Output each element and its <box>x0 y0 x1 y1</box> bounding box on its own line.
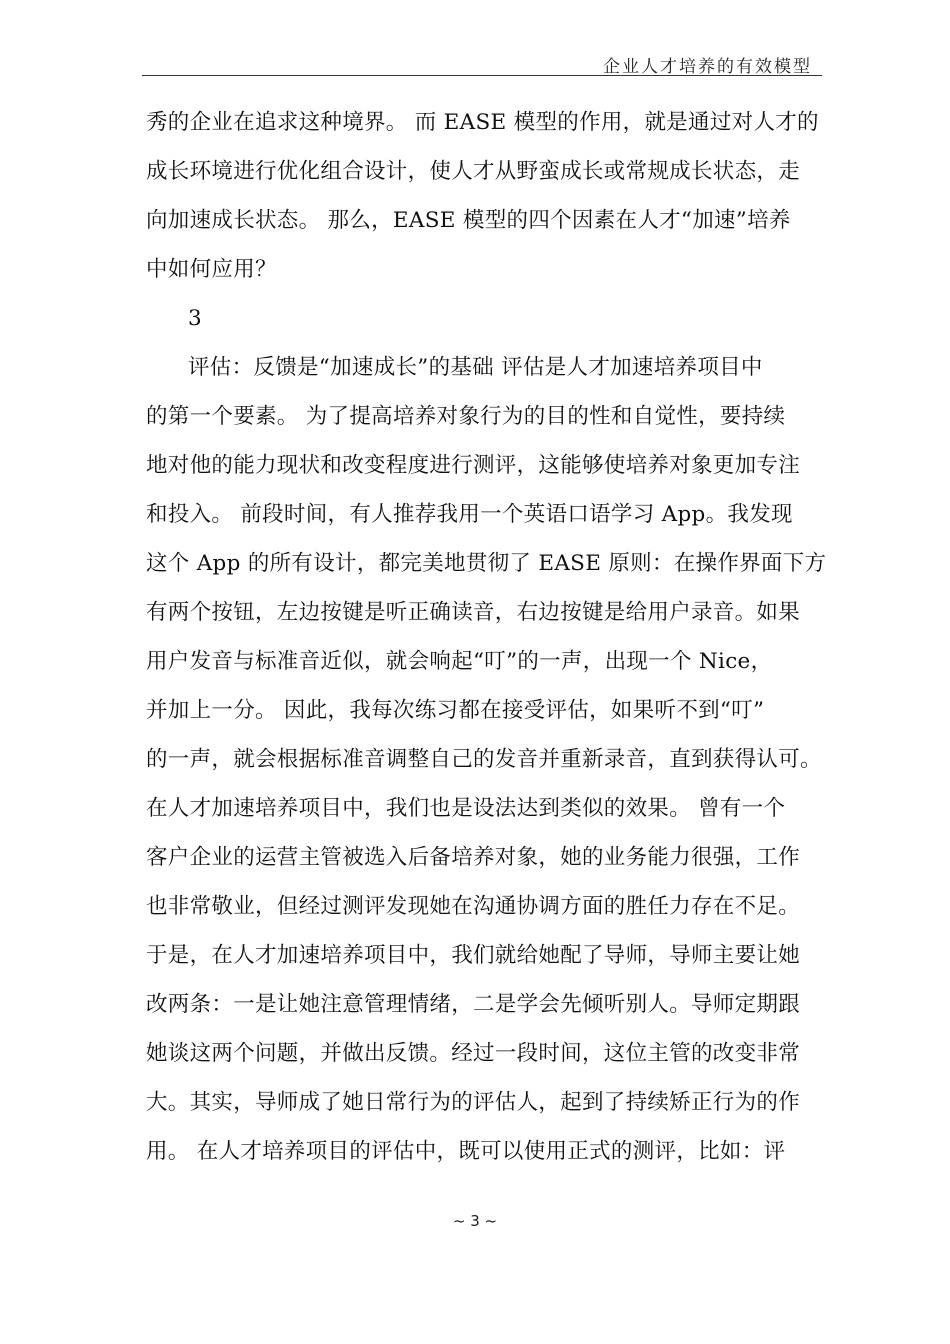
page-number: ~ 3 ~ <box>452 1212 498 1230</box>
text-line: 于是，在人才加速培养项目中，我们就给她配了导师，导师主要让她 <box>146 943 801 968</box>
text-line: 有两个按钮，左边按键是听正确读音，右边按键是给用户录音。如果 <box>146 600 801 625</box>
text-line: 和投入。 前段时间，有人推荐我用一个英语口语学习 App。我发现 <box>146 502 793 527</box>
text-line: 这个 App 的所有设计，都完美地贯彻了 EASE 原则：在操作界面下方 <box>146 551 827 576</box>
text-line: 的第一个要素。 为了提高培养对象行为的目的性和自觉性，要持续 <box>146 404 786 429</box>
running-header-title: 企业人才培养的有效模型 <box>603 57 812 77</box>
text-line: 并加上一分。 因此，我每次练习都在接受评估，如果听不到“叮” <box>146 698 765 723</box>
text-line: 用。 在人才培养项目的评估中，既可以使用正式的测评，比如：评 <box>146 1139 786 1164</box>
section-number: 3 <box>188 306 202 331</box>
text-line: 秀的企业在追求这种境界。 而 EASE 模型的作用，就是通过对人才的 <box>146 110 819 135</box>
text-line: 成长环境进行优化组合设计，使人才从野蛮成长或常规成长状态，走 <box>146 159 801 184</box>
text-line: 在人才加速培养项目中，我们也是设法达到类似的效果。 曾有一个 <box>146 796 786 821</box>
text-line: 的一声，就会根据标准音调整自己的发音并重新录音，直到获得认可。 <box>146 747 822 772</box>
header-divider <box>142 75 822 76</box>
document-body <box>146 98 826 1176</box>
text-line: 评估：反馈是“加速成长”的基础 评估是人才加速培养项目中 <box>188 355 763 380</box>
text-line: 用户发音与标准音近似，就会响起“叮”的一声，出现一个 Nice， <box>146 649 773 674</box>
text-line: 她谈这两个问题，并做出反馈。经过一段时间，这位主管的改变非常 <box>146 1041 801 1066</box>
text-line: 也非常敬业，但经过测评发现她在沟通协调方面的胜任力存在不足。 <box>146 894 801 919</box>
text-line: 客户企业的运营主管被选入后备培养对象，她的业务能力很强，工作 <box>146 845 801 870</box>
text-line: 中如何应用？ <box>146 257 277 282</box>
text-line: 改两条：一是让她注意管理情绪，二是学会先倾听别人。导师定期跟 <box>146 992 801 1017</box>
text-line: 大。其实，导师成了她日常行为的评估人，起到了持续矫正行为的作 <box>146 1090 801 1115</box>
text-line: 向加速成长状态。 那么，EASE 模型的四个因素在人才“加速”培养 <box>146 208 791 233</box>
text-line: 地对他的能力现状和改变程度进行测评，这能够使培养对象更加专注 <box>146 453 801 478</box>
